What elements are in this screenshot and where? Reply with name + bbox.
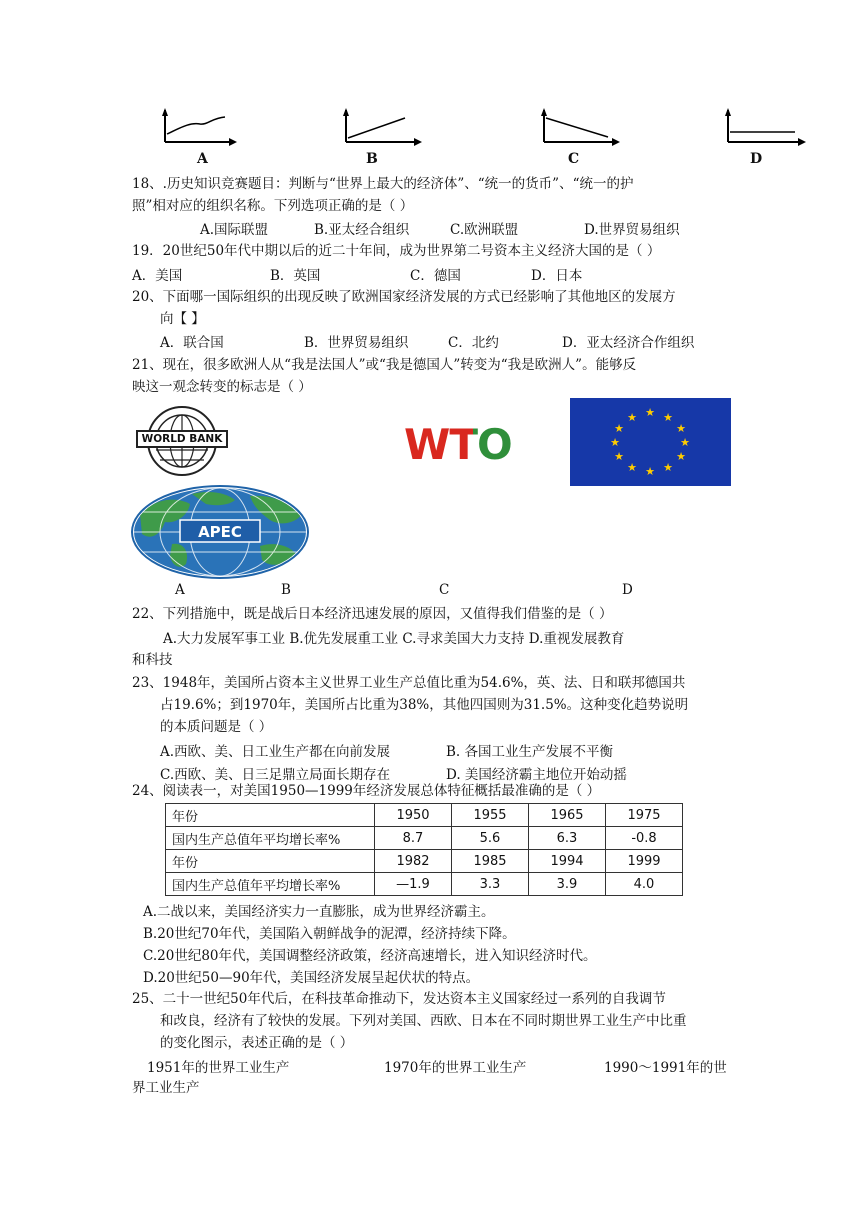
q20-stem-line-2: 向【 】 [160,311,205,327]
q24-table [165,803,683,896]
svg-text:★: ★ [676,450,686,463]
q18-option-b[interactable]: B.亚太经合组织 [314,222,410,238]
q25-caption-1990: 1990～1991年的世 [604,1060,727,1076]
table-cell: 1994 [529,850,606,873]
graph-c-axes [541,108,620,146]
q24-option-b[interactable]: B.20世纪70年代，美国陷入朝鲜战争的泥潭，经济持续下降。 [143,926,516,942]
q24-option-c[interactable]: C.20世纪80年代，美国调整经济政策，经济高速增长，进入知识经济时代。 [143,948,597,964]
svg-text:★: ★ [663,461,673,474]
graph-a-axes [162,108,237,146]
svg-text:★: ★ [645,465,655,478]
table-cell: 年份 [166,804,375,827]
table-cell: 1999 [606,850,683,873]
table-row [166,850,683,873]
q23-option-d[interactable]: D. 美国经济霸主地位开始动摇 [446,767,627,783]
q23-option-b[interactable]: B. 各国工业生产发展不平衡 [446,744,614,760]
graph-label-b: B [366,151,378,167]
table-cell: 1950 [375,804,452,827]
q23-option-a[interactable]: A.西欧、美、日工业生产都在向前发展 [160,744,391,760]
q19-option-b[interactable]: B．英国 [270,268,321,284]
q21-option-label-a[interactable]: A [175,582,185,598]
table-cell: 8.7 [375,827,452,850]
q19-option-d[interactable]: D．日本 [531,268,583,284]
q25-caption-1951: 1951年的世界工业生产 [147,1060,290,1076]
table-cell: —1.9 [375,873,452,896]
q20-option-a[interactable]: A．联合国 [160,335,224,351]
table-cell: 3.9 [529,873,606,896]
table-cell: 1965 [529,804,606,827]
q25-stem-line-3: 的变化图示，表述正确的是（ ） [160,1035,354,1051]
q23-option-c[interactable]: C.西欧、美、日三足鼎立局面长期存在 [160,767,391,783]
graph-a-curve [167,117,225,134]
wto-logo-text: WTO [404,420,512,469]
q21-stem-line-1: 21、现在，很多欧洲人从“我是法国人”或“我是德国人”转变为“我是欧洲人”。能够反 [132,357,637,373]
table-cell: 国内生产总值年平均增长率% [166,873,375,896]
eu-flag[interactable] [570,398,731,486]
q21-option-label-d[interactable]: D [622,582,633,598]
table-row [166,804,683,827]
table-cell: 1982 [375,850,452,873]
table-cell: 国内生产总值年平均增长率% [166,827,375,850]
apec-logo-text: APEC [198,523,242,541]
q18-stem-line-2: 照”相对应的组织名称。下列选项正确的是（ ） [132,198,414,214]
q23-stem-line-3: 的本质问题是（ ） [160,719,273,735]
q21-option-label-b[interactable]: B [281,582,291,598]
q22-stem: 22、下列措施中，既是战后日本经济迅速发展的原因，又值得我们借鉴的是（ ） [132,606,613,622]
world-bank-logo[interactable] [130,402,230,480]
graph-c-line [546,118,608,137]
table-cell: 5.6 [452,827,529,850]
table-cell: 4.0 [606,873,683,896]
q18-stem-line-1: 18、.历史知识竞赛题目：判断与“世界上最大的经济体”、“统一的货币”、“统一的护 [132,176,634,192]
q24-option-a[interactable]: A.二战以来，美国经济实力一直膨胀，成为世界经济霸主。 [143,904,495,920]
q22-options-cont: 和科技 [132,652,173,668]
apec-logo[interactable] [130,484,310,580]
q20-stem-line-1: 20、下面哪一国际组织的出现反映了欧洲国家经济发展的方式已经影响了其他地区的发展方 [132,289,676,305]
q19-option-c[interactable]: C．德国 [410,268,461,284]
svg-text:★: ★ [627,461,637,474]
table-cell: 1985 [452,850,529,873]
graph-label-c: C [568,151,580,167]
q23-stem-line-1: 23、1948年，美国所占资本主义世界工业生产总值比重为54.6%，英、法、日和联邦德国共 [132,675,686,691]
q21-stem-line-2: 映这一观念转变的标志是（ ） [132,379,312,395]
q22-options[interactable]: A.大力发展军事工业 B.优先发展重工业 C.寻求美国大力支持 D.重视发展教育 [163,631,625,647]
q23-stem-line-2: 占19.6%；到1970年，美国所占比重为38%，其他四国则为31.5%。这种变化趋势说明 [160,697,689,713]
svg-text:★: ★ [627,411,637,424]
svg-text:★: ★ [680,436,690,449]
graph-label-d: D [750,151,763,167]
q25-caption-cont: 界工业生产 [132,1080,200,1096]
trend-graphs [140,100,820,170]
q18-option-d[interactable]: D.世界贸易组织 [584,222,680,238]
q21-option-label-c[interactable]: C [439,582,450,598]
q24-stem: 24、阅读表一，对美国1950—1999年经济发展总体特征概括最准确的是（ ） [132,783,601,799]
table-cell: 1955 [452,804,529,827]
q25-caption-1970: 1970年的世界工业生产 [384,1060,527,1076]
table-row [166,873,683,896]
svg-text:★: ★ [676,422,686,435]
wto-logo[interactable] [404,416,526,474]
graph-b-line [348,118,405,138]
svg-text:★: ★ [663,411,673,424]
world-bank-banner: WORLD BANK [136,430,228,448]
svg-text:★: ★ [610,436,620,449]
table-cell: 1975 [606,804,683,827]
q19-stem: 19．20世纪50年代中期以后的近二十年间，成为世界第二号资本主义经济大国的是（ ） [132,243,661,259]
graph-d-axes [725,108,806,146]
q20-option-d[interactable]: D．亚太经济合作组织 [562,335,695,351]
q20-option-c[interactable]: C．北约 [448,335,499,351]
q18-option-c[interactable]: C.欧洲联盟 [450,222,519,238]
table-cell: 3.3 [452,873,529,896]
svg-text:★: ★ [614,450,624,463]
q20-option-b[interactable]: B．世界贸易组织 [304,335,409,351]
table-cell: -0.8 [606,827,683,850]
q18-option-a[interactable]: A.国际联盟 [200,222,269,238]
svg-text:★: ★ [614,422,624,435]
q24-option-d[interactable]: D.20世纪50—90年代，美国经济发展呈起伏状的特点。 [143,970,480,986]
q19-option-a[interactable]: A．美国 [132,268,183,284]
q25-stem-line-2: 和改良，经济有了较快的发展。下列对美国、西欧、日本在不同时期世界工业生产中比重 [160,1013,687,1029]
table-row [166,827,683,850]
graph-b-axes [343,108,422,146]
table-cell: 年份 [166,850,375,873]
q25-stem-line-1: 25、二十一世纪50年代后，在科技革命推动下，发达资本主义国家经过一系列的自我调节 [132,991,666,1007]
svg-text:★: ★ [645,406,655,419]
table-cell: 6.3 [529,827,606,850]
graph-label-a: A [197,151,208,167]
